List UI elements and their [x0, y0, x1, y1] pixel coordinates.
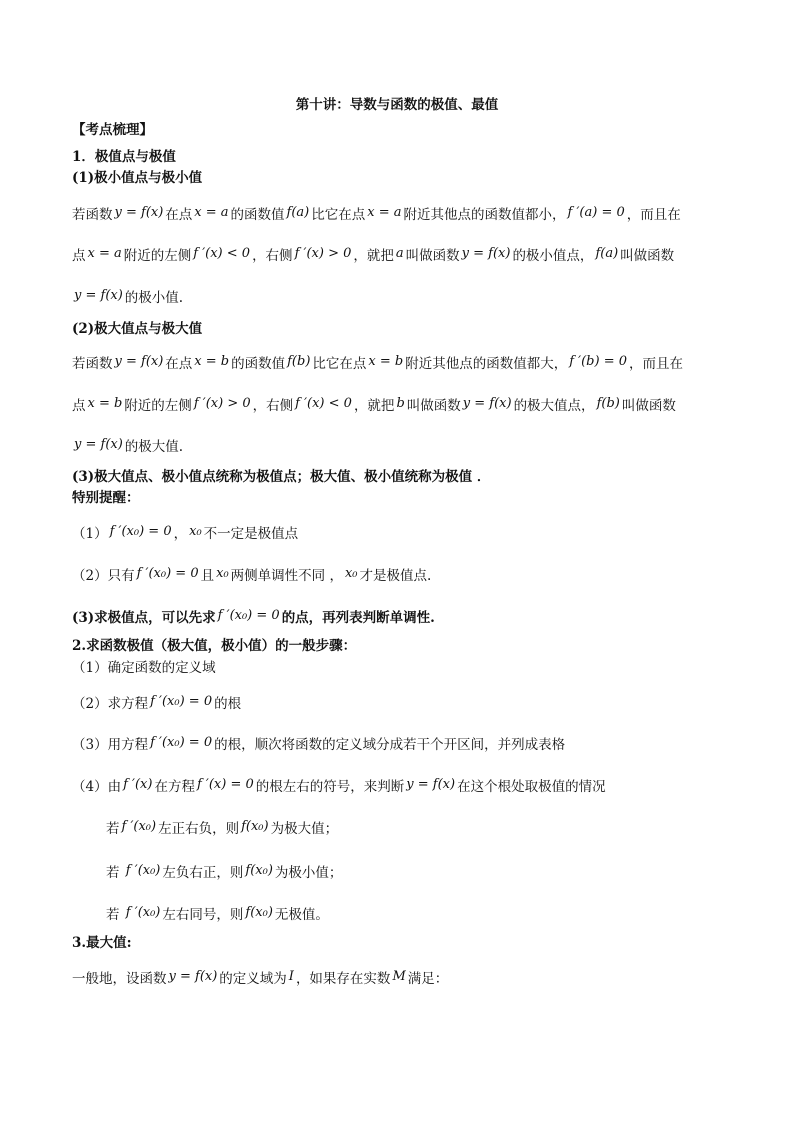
page-title: 第十讲：导数与函数的极值、最值	[295, 97, 499, 113]
math-expression: y = f(x)	[74, 288, 123, 303]
text-run: 的函数值	[230, 207, 285, 223]
math-expression: y = f(x)	[74, 437, 123, 452]
text-run: 的函数值	[231, 356, 286, 372]
heading-1-1: (1)极小值点与极小值	[72, 170, 203, 186]
text-run: 的定义域为	[219, 971, 287, 987]
text-run: (3)求极值点，可以先求	[72, 610, 216, 626]
paragraph-min-line2	[72, 247, 674, 266]
text-run: ，	[173, 526, 188, 542]
math-expression: x = b	[194, 354, 230, 369]
math-expression: f(a)	[286, 205, 310, 220]
heading-1-3: (3)极大值点、极小值点统称为极值点；极大值、极小值统称为极值 ．	[72, 469, 491, 485]
text-run: 的根	[214, 696, 242, 712]
math-expression: f ′(x)	[123, 777, 153, 792]
step-1: （1）确定函数的定义域	[72, 660, 216, 676]
text-run: 比它在点	[311, 207, 366, 223]
math-expression: f(b)	[287, 354, 311, 369]
heading-1: 1．极值点与极值	[72, 149, 176, 165]
text-run: 左正右负，则	[158, 821, 240, 837]
paragraph-min-line3	[72, 289, 183, 308]
text-run: 叫做函数	[621, 398, 676, 414]
math-expression: f ′(x) > 0	[193, 396, 251, 411]
step-2	[72, 695, 241, 714]
text-run: 在这个根处取极值的情况	[457, 779, 606, 795]
math-expression: f ′(x₀)	[125, 905, 161, 920]
text-run: 在方程	[154, 779, 195, 795]
text-run: 若	[106, 821, 120, 837]
step-3	[72, 736, 565, 755]
text-run: 在点	[165, 356, 193, 372]
math-expression: f ′(x₀) = 0	[150, 735, 213, 750]
math-expression: I	[288, 969, 294, 984]
math-expression: b	[396, 396, 405, 411]
math-expression: M	[392, 969, 406, 984]
text-run: ，就把	[353, 398, 395, 414]
text-run: 叫做函数	[620, 248, 675, 264]
text-run: 叫做函数	[405, 248, 460, 264]
math-expression: f ′(x) > 0	[294, 246, 352, 261]
text-run: 的极大值点，	[513, 398, 595, 414]
reminder-3	[72, 609, 435, 628]
text-run: 无极值。	[274, 907, 329, 923]
math-expression: x = b	[368, 354, 404, 369]
text-run: 两侧单调性不同 ，	[230, 568, 343, 584]
text-run: 若	[106, 865, 124, 881]
math-expression: f(x₀)	[245, 905, 273, 920]
text-run: 附近其他点的函数值都小，	[403, 207, 566, 223]
math-expression: x₀	[344, 566, 358, 581]
reminder-1	[72, 525, 298, 544]
text-run: 的点，再列表判断单调性.	[281, 610, 435, 626]
text-run: ，就把	[353, 248, 394, 264]
math-expression: y = f(x)	[462, 396, 512, 411]
text-run: 比它在点	[312, 356, 367, 372]
math-expression: x = b	[87, 396, 123, 411]
text-run: 为极小值；	[274, 865, 343, 881]
text-run: （4）由	[72, 779, 122, 795]
heading-1-2: (2)极大值点与极大值	[72, 321, 203, 337]
text-run: （1）	[72, 526, 108, 542]
math-expression: y = f(x)	[114, 354, 164, 369]
text-run: 满足：	[407, 971, 449, 987]
text-run: 叫做函数	[406, 398, 461, 414]
text-run: 若函数	[72, 356, 113, 372]
reminder-2	[72, 567, 431, 586]
text-run: （2）只有	[72, 568, 135, 584]
paragraph-max-line2	[72, 397, 676, 416]
case-min	[106, 864, 342, 883]
math-expression: f(x₀)	[245, 863, 273, 878]
math-expression: y = f(x)	[168, 969, 218, 984]
math-expression: x = a	[87, 246, 122, 261]
text-run: 附近其他点的函数值都大，	[405, 356, 568, 372]
math-expression: f ′(x) = 0	[196, 777, 254, 792]
text-run: 点	[72, 248, 86, 264]
math-expression: x₀	[189, 524, 202, 539]
text-run: 一般地，设函数	[72, 971, 167, 987]
math-expression: y = f(x)	[114, 205, 164, 220]
text-run: ，右侧	[252, 248, 293, 264]
paragraph-max-line1	[72, 355, 683, 374]
text-run: 附近的左侧	[123, 248, 192, 264]
text-run: 的极小值点，	[512, 248, 594, 264]
text-run: 左负右正，则	[162, 865, 244, 881]
math-expression: f ′(x₀)	[125, 863, 161, 878]
section-header: 【考点梳理】	[72, 122, 153, 138]
text-run: 且	[200, 568, 215, 584]
math-expression: f ′(x₀) = 0	[109, 524, 172, 539]
math-expression: f ′(x₀) = 0	[136, 566, 199, 581]
text-run: 在点	[165, 207, 193, 223]
math-expression: f(b)	[596, 396, 620, 411]
text-run: 不一定是极值点	[203, 526, 299, 542]
math-expression: f ′(x₀) = 0	[217, 608, 280, 623]
heading-2: 2.求函数极值（极大值，极小值）的一般步骤：	[72, 638, 357, 654]
text-run: 的根左右的符号，来判断	[255, 779, 405, 795]
text-run: ，右侧	[252, 398, 294, 414]
text-run: ，如果存在实数	[295, 971, 391, 987]
text-run: 若	[106, 907, 124, 923]
math-expression: f(a)	[595, 246, 619, 261]
paragraph-max-line3	[72, 438, 183, 457]
text-run: 为极大值；	[270, 821, 339, 837]
case-max	[106, 820, 338, 839]
text-run: （3）用方程	[72, 737, 149, 753]
paragraph-max-value	[72, 970, 448, 989]
text-run: 附近的左侧	[124, 398, 192, 414]
math-expression: f ′(x₀)	[121, 819, 157, 834]
step-4	[72, 778, 606, 797]
math-expression: f ′(x₀) = 0	[150, 694, 213, 709]
math-expression: a	[395, 246, 404, 261]
text-run: 若函数	[72, 207, 113, 223]
heading-3: 3.最大值:	[72, 935, 132, 951]
math-expression: f ′(a) = 0	[567, 205, 625, 220]
math-expression: x₀	[216, 566, 229, 581]
text-run: 左右同号，则	[162, 907, 244, 923]
math-expression: f ′(b) = 0	[569, 354, 627, 369]
paragraph-min-line1	[72, 206, 681, 225]
math-expression: x = a	[367, 205, 402, 220]
math-expression: y = f(x)	[461, 246, 511, 261]
case-none	[106, 906, 329, 925]
math-expression: f ′(x) < 0	[295, 396, 352, 411]
reminder-label: 特别提醒：	[72, 490, 140, 506]
text-run: 的极大值.	[124, 439, 184, 455]
text-run: （2）求方程	[72, 696, 149, 712]
text-run: 的极小值.	[124, 290, 184, 306]
text-run: ，而且在	[629, 356, 683, 372]
text-run: 点	[72, 398, 86, 414]
text-run: 的根，顺次将函数的定义域分成若干个开区间，并列成表格	[214, 737, 566, 753]
math-expression: x = a	[194, 205, 229, 220]
math-expression: f(x₀)	[241, 819, 269, 834]
text-run: ，而且在	[626, 207, 681, 223]
text-run: 才是极值点.	[359, 568, 432, 584]
math-expression: y = f(x)	[406, 777, 456, 792]
math-expression: f ′(x) < 0	[193, 246, 251, 261]
